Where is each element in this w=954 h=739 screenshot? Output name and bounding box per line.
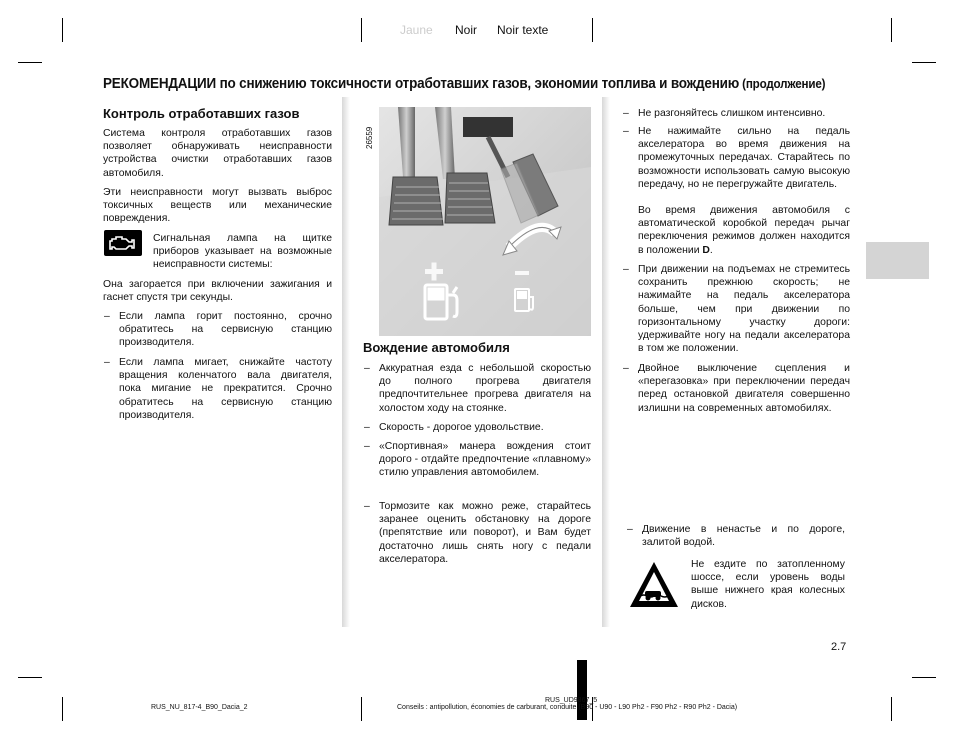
list-item: – Тормозите как можно реже, старайтесь заранее оценить обстановку на дороге (препятствие или поворот), и Вам будет достаточно лишь снять ногу с педали акселератора. [364, 501, 591, 565]
crop-mark [891, 697, 892, 721]
figure-number: 26559 [365, 126, 374, 149]
section-heading-driving: Вождение автомобиля [363, 340, 510, 355]
list-item: – При движении на подъемах не стремитесь сохранить прежнюю скорость; не нажимайте на педаль акселератора больше, чем при движении по горизонтальному участку дороги: удерживайте ногу на педали акселератора в том же положении. [623, 264, 850, 355]
crop-mark [592, 18, 593, 42]
footer-doc-id: RUS_NU_817-4_B90_Dacia_2 [151, 704, 248, 711]
column-divider [342, 97, 350, 627]
crop-mark [891, 18, 892, 42]
list-item: – Не разгоняйтесь слишком интенсивно. [623, 108, 826, 119]
column-divider [602, 97, 610, 627]
crop-mark [361, 697, 362, 721]
crop-mark [18, 62, 42, 63]
warning-text: Не ездите по затопленному шоссе, если уровень воды выше нижнего края колесных дисков. [691, 559, 845, 610]
crop-mark [18, 677, 42, 678]
flooded-road-warning-icon [628, 560, 680, 610]
list-item: – Аккуратная езда с небольшой скоростью до полного прогрева двигателя предпочтительнее прогрева двигателя на холостом ходу на стоянке. [364, 363, 591, 414]
paragraph: Она загорается при включении зажигания и гаснет спустя три секунды. [103, 279, 332, 304]
paragraph: Эти неисправности могут вызвать выброс токсичных веществ или механические повреждения. [103, 187, 332, 225]
color-tab-noir-texte: Noir texte [497, 23, 549, 37]
page-number: 2.7 [831, 641, 847, 653]
section-heading-exhaust: Контроль отработавших газов [103, 106, 300, 121]
crop-mark [361, 18, 362, 42]
list-item: – Если лампа мигает, снижайте частоту вращения коленчатого вала двигателя, пока мигание не прекратится. Срочно обратитесь на сервисную станцию производителя. [104, 357, 332, 421]
crop-mark [62, 697, 63, 721]
list-item: – Движение в ненастье и по дороге, залитой водой. [627, 524, 845, 549]
list-item: – Не нажимайте сильно на педаль акселератора во время движения на промежуточных передачах. Старайтесь по возможности использовать самую высокую передачу, но не перегружайте двигатель. [623, 126, 850, 190]
list-item: – «Спортивная» манера вождения стоит дорого - отдайте предпочтение «плавному» стилю управления автомобилем. [364, 441, 591, 479]
footer-description: Conseils : antipollution, économies de carburant, conduite (B90 - U90 - L90 Ph2 - F90 Ph2 - R90 Ph2 - Dacia) [397, 704, 738, 711]
page-title: РЕКОМЕНДАЦИИ по снижению токсичности отработавших газов, экономии топлива и вождению (продолжение) [103, 76, 826, 92]
engine-warning-icon [104, 230, 142, 256]
pedals-illustration [363, 107, 591, 336]
list-item-continuation: Во время движения автомобиля с автоматической коробкой передач рычаг переключения режимов должен находится в положении D. [638, 205, 850, 256]
paragraph: Система контроля отработавших газов позволяет обнаруживать неисправности устройства очистки отработавших газов автомобиля. [103, 128, 332, 179]
color-tab-noir: Noir [455, 23, 478, 37]
lamp-description: Сигнальная лампа на щитке приборов указывает на возможные неисправности системы: [153, 233, 332, 271]
crop-mark [912, 677, 936, 678]
list-item: – Двойное выключение сцепления и «перегазовка» при переключении передач перед остановкой двигателя совершенно излишни на современных автомобилях. [623, 363, 850, 414]
list-item: – Если лампа горит постоянно, срочно обратитесь на сервисную станцию производителя. [104, 311, 332, 349]
crop-mark [62, 18, 63, 42]
crop-mark [912, 62, 936, 63]
footer-ref: RUS_UD9867_5 [545, 697, 598, 704]
list-item: – Скорость - дорогое удовольствие. [364, 422, 544, 433]
color-tab-jaune: Jaune [400, 23, 433, 37]
center-registration-bar [577, 660, 587, 720]
section-tab [866, 242, 929, 279]
